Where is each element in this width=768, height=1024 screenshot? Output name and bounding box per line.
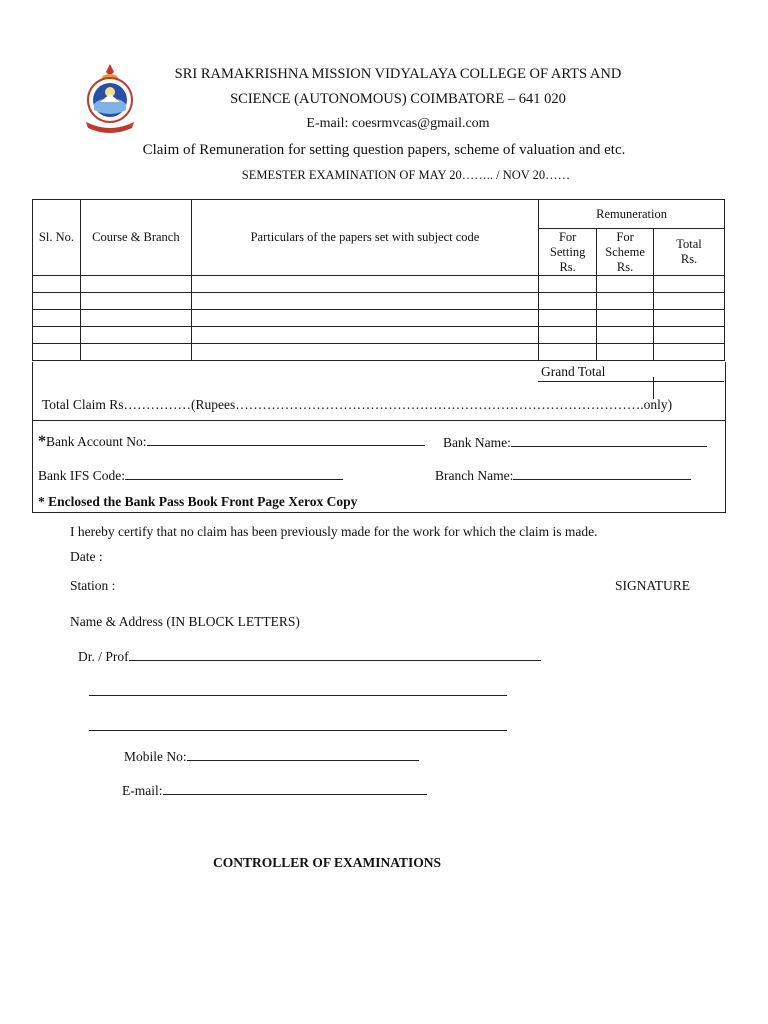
total-claim-line: Total Claim Rs……………(Rupees……………………………………………………………………………….only) bbox=[42, 397, 673, 412]
bank-name-row bbox=[443, 434, 707, 451]
dr-prof-label: Dr. / Prof bbox=[78, 649, 129, 664]
address-line-2[interactable] bbox=[89, 730, 507, 731]
address-line-1[interactable] bbox=[89, 695, 507, 696]
dr-prof-row bbox=[78, 648, 541, 665]
branch-label: Branch Name: bbox=[435, 468, 514, 483]
bank-account-field[interactable] bbox=[147, 433, 425, 446]
col-header-slno: Sl. No. bbox=[33, 200, 81, 276]
table-row bbox=[33, 276, 725, 293]
col-header-remuneration: Remuneration bbox=[539, 200, 725, 229]
panel-separator bbox=[32, 420, 725, 421]
passbook-note: * Enclosed the Bank Pass Book Front Page Xerox Copy bbox=[38, 494, 358, 509]
exam-line: SEMESTER EXAMINATION OF MAY 20…….. / NOV 20…… bbox=[241, 168, 571, 182]
table-row bbox=[33, 310, 725, 327]
college-email: E-mail: coesrmvcas@gmail.com bbox=[306, 116, 490, 131]
table-row bbox=[33, 327, 725, 344]
col-header-setting: For Setting Rs. bbox=[539, 229, 597, 276]
email-label: E-mail: bbox=[122, 783, 163, 798]
bank-name-field[interactable] bbox=[511, 434, 707, 447]
mobile-label: Mobile No: bbox=[124, 749, 187, 764]
date-label: Date : bbox=[70, 549, 103, 564]
table-row bbox=[33, 293, 725, 310]
grand-total-underline bbox=[538, 381, 724, 382]
grand-total-label: Grand Total bbox=[541, 364, 606, 379]
bank-account-label: Bank Account No: bbox=[46, 434, 147, 449]
col-header-particulars: Particulars of the papers set with subject code bbox=[191, 200, 538, 276]
ifs-field[interactable] bbox=[125, 467, 343, 480]
email-field[interactable] bbox=[163, 782, 427, 795]
papers-table bbox=[32, 199, 725, 361]
mobile-row bbox=[124, 748, 419, 765]
table-row bbox=[33, 344, 725, 361]
station-label: Station : bbox=[70, 578, 116, 593]
bank-account-row: *Bank Account No: bbox=[38, 433, 425, 451]
name-field[interactable] bbox=[129, 648, 541, 661]
bank-name-label: Bank Name: bbox=[443, 435, 511, 450]
col-header-scheme: For Scheme Rs. bbox=[597, 229, 654, 276]
college-name-line2: SCIENCE (AUTONOMOUS) COIMBATORE – 641 020 bbox=[230, 91, 566, 107]
claim-title: Claim of Remuneration for setting question papers, scheme of valuation and etc. bbox=[142, 142, 626, 158]
branch-row bbox=[435, 467, 691, 484]
college-name-line1: SRI RAMAKRISHNA MISSION VIDYALAYA COLLEGE OF ARTS AND bbox=[174, 66, 622, 82]
mobile-field[interactable] bbox=[187, 748, 419, 761]
email-row bbox=[122, 782, 427, 799]
controller-of-examinations: CONTROLLER OF EXAMINATIONS bbox=[213, 855, 442, 870]
col-header-course: Course & Branch bbox=[80, 200, 191, 276]
branch-field[interactable] bbox=[513, 467, 691, 480]
signature-label: SIGNATURE bbox=[615, 578, 691, 593]
grand-total-divider bbox=[653, 377, 654, 399]
certify-text: I hereby certify that no claim has been previously made for the work for which the claim is made. bbox=[70, 524, 598, 539]
col-header-total: Total Rs. bbox=[654, 229, 725, 276]
ifs-row bbox=[38, 467, 343, 484]
name-address-label: Name & Address (IN BLOCK LETTERS) bbox=[70, 614, 300, 629]
ifs-label: Bank IFS Code: bbox=[38, 468, 126, 483]
